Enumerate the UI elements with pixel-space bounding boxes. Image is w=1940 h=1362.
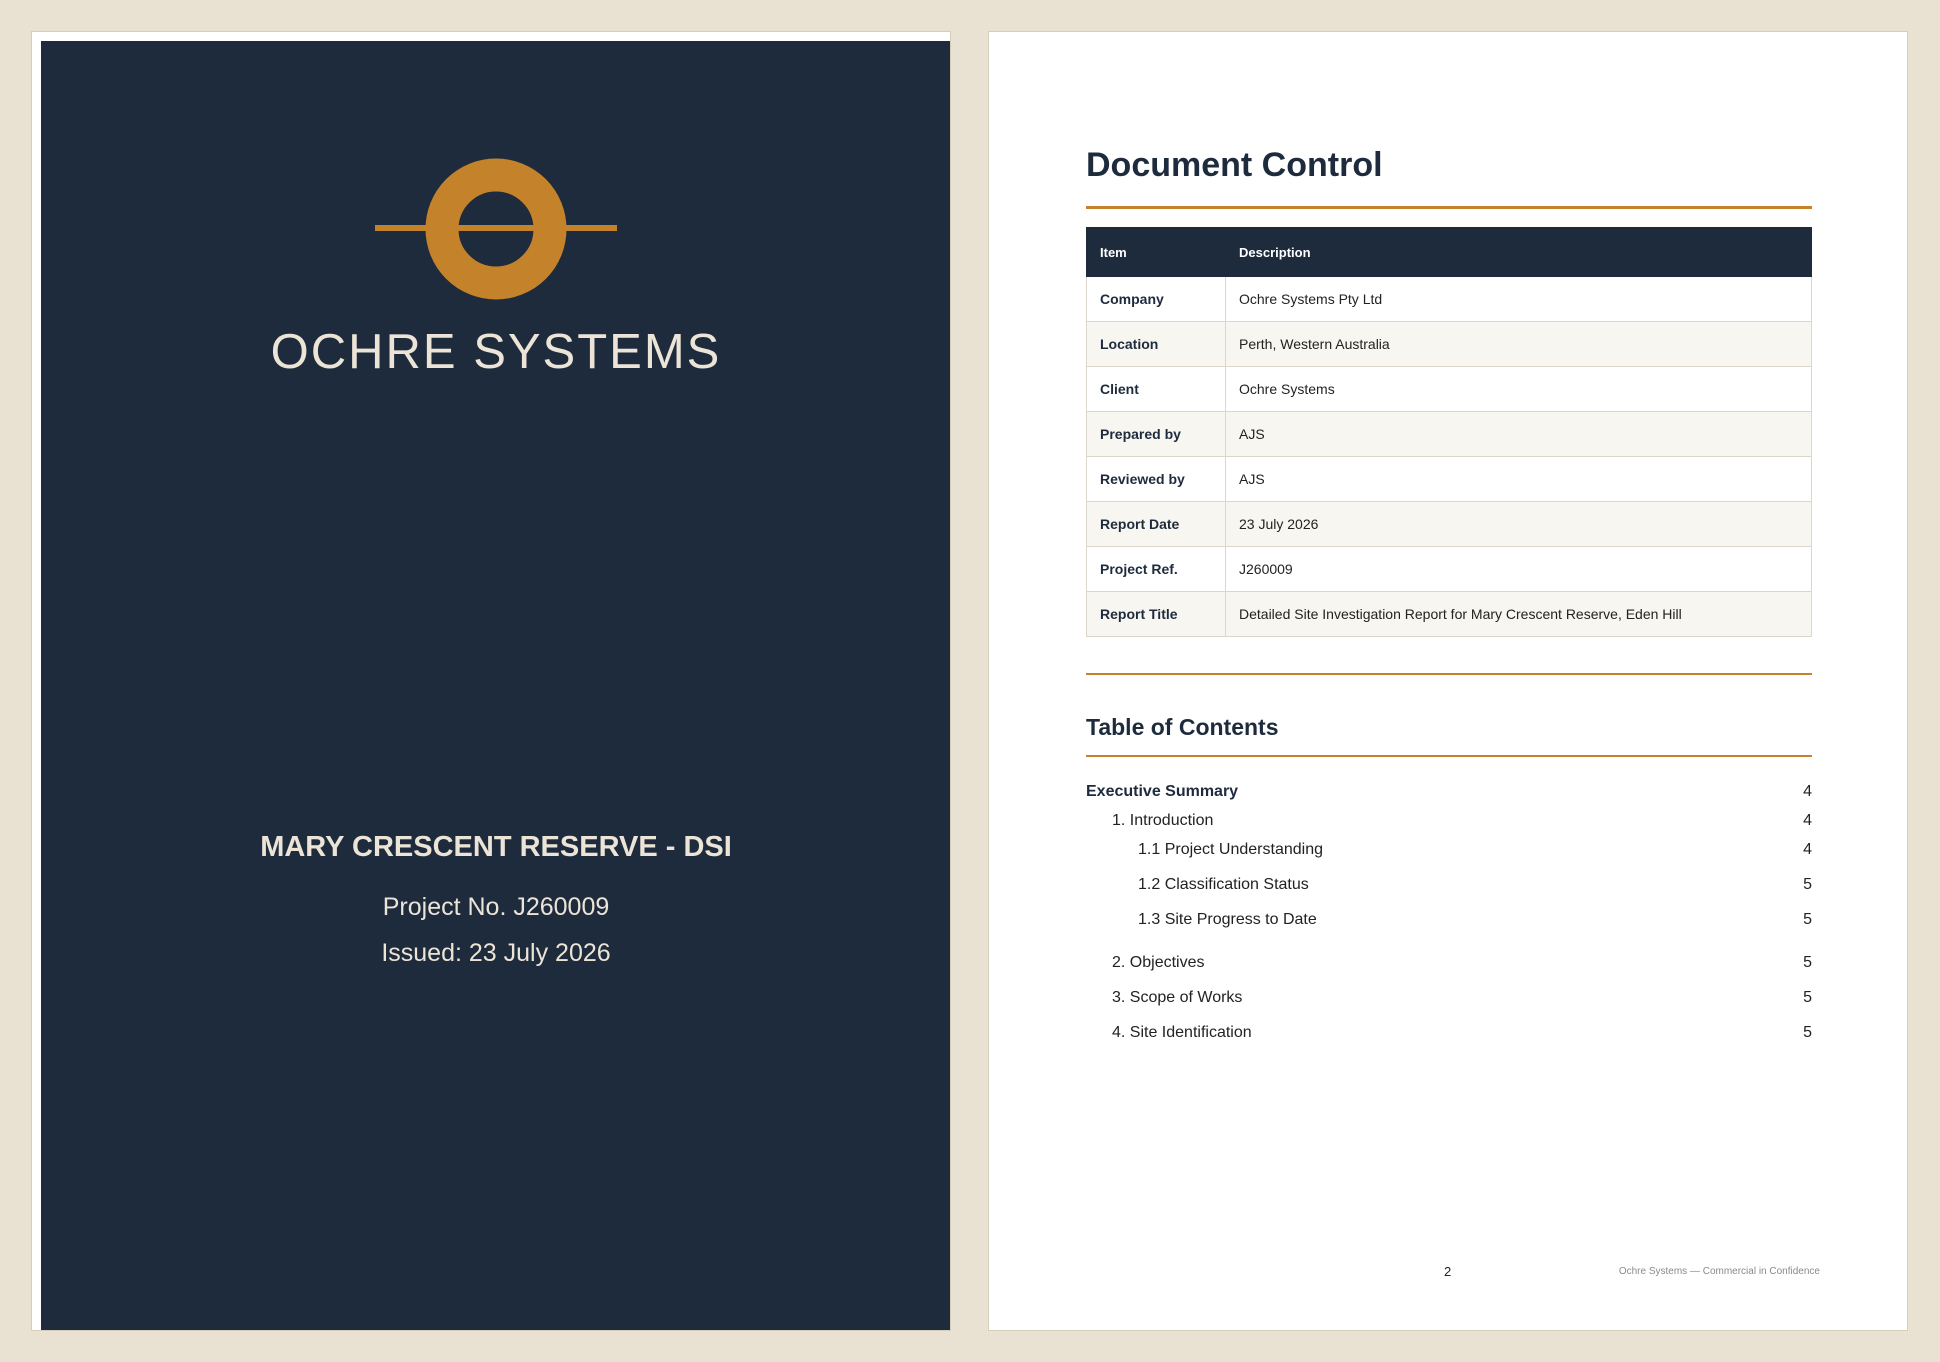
footer-confidentiality: Ochre Systems — Commercial in Confidence (1618, 1266, 1820, 1277)
toc-label: 1.2 Classification Status (1138, 876, 1309, 893)
description-cell: Ochre Systems Pty Ltd (1226, 277, 1812, 322)
section-divider (1086, 673, 1812, 675)
toc-entry-scope-of-works[interactable] (1086, 989, 1812, 1011)
cover-page (31, 31, 951, 1331)
toc-entry-project-understanding[interactable] (1086, 841, 1812, 863)
toc-heading: Table of Contents (1086, 714, 1279, 740)
item-cell: Project Ref. (1087, 547, 1226, 592)
page-number: 2 (1444, 1264, 1452, 1279)
document-control-table (1086, 227, 1812, 637)
item-cell: Prepared by (1087, 412, 1226, 457)
toc-label: 4. Site Identification (1112, 1024, 1252, 1041)
table-header-row (1087, 228, 1812, 277)
toc-label: 1.1 Project Understanding (1138, 841, 1323, 858)
content-page (988, 31, 1908, 1331)
item-cell: Report Date (1087, 502, 1226, 547)
toc-page-number: 4 (1803, 812, 1812, 829)
item-cell: Report Title (1087, 592, 1226, 637)
description-cell: J260009 (1226, 547, 1812, 592)
heading-rule (1086, 206, 1812, 209)
description-cell: AJS (1226, 412, 1812, 457)
item-cell: Company (1087, 277, 1226, 322)
toc-entry-introduction[interactable] (1086, 812, 1812, 834)
table-row (1087, 277, 1812, 322)
table-row (1087, 547, 1812, 592)
issued-date: Issued: 23 July 2026 (381, 939, 611, 967)
toc-page-number: 5 (1803, 876, 1812, 893)
toc-entry-objectives[interactable] (1086, 954, 1812, 976)
toc-entry-executive-summary[interactable] (1086, 783, 1812, 805)
toc-label: 1. Introduction (1112, 812, 1214, 829)
toc-page-number: 4 (1803, 783, 1812, 800)
cover-panel (41, 41, 950, 1330)
toc-label: 2. Objectives (1112, 954, 1205, 971)
heading-rule (1086, 755, 1812, 757)
column-header-item: Item (1087, 228, 1226, 277)
item-cell: Client (1087, 367, 1226, 412)
table-row (1087, 322, 1812, 367)
cover-title: MARY CRESCENT RESERVE - DSI (260, 831, 732, 863)
company-name: OCHRE SYSTEMS (270, 325, 722, 379)
description-cell: Ochre Systems (1226, 367, 1812, 412)
toc-label: 1.3 Site Progress to Date (1138, 911, 1317, 928)
toc-label: Executive Summary (1086, 783, 1239, 800)
table-row (1087, 367, 1812, 412)
description-cell: AJS (1226, 457, 1812, 502)
item-cell: Location (1087, 322, 1226, 367)
table-row (1087, 592, 1812, 637)
toc-entry-site-identification[interactable] (1086, 1024, 1812, 1046)
item-cell: Reviewed by (1087, 457, 1226, 502)
toc-entry-classification-status[interactable] (1086, 876, 1812, 898)
description-cell: 23 July 2026 (1226, 502, 1812, 547)
description-cell: Detailed Site Investigation Report for Mary Crescent Reserve, Eden Hill (1226, 592, 1812, 637)
table-row (1087, 457, 1812, 502)
toc-page-number: 5 (1803, 989, 1812, 1006)
table-row (1087, 502, 1812, 547)
toc-page-number: 5 (1803, 954, 1812, 971)
toc-entry-site-progress[interactable] (1086, 911, 1812, 933)
toc-label: 3. Scope of Works (1112, 989, 1243, 1006)
project-number: Project No. J260009 (382, 893, 610, 921)
column-header-description: Description (1226, 228, 1812, 277)
toc-page-number: 4 (1803, 841, 1812, 858)
description-cell: Perth, Western Australia (1226, 322, 1812, 367)
toc-page-number: 5 (1803, 1024, 1812, 1041)
ochre-ring-logo-icon (375, 156, 617, 302)
toc-page-number: 5 (1803, 911, 1812, 928)
document-control-heading: Document Control (1086, 146, 1383, 184)
table-row (1087, 412, 1812, 457)
